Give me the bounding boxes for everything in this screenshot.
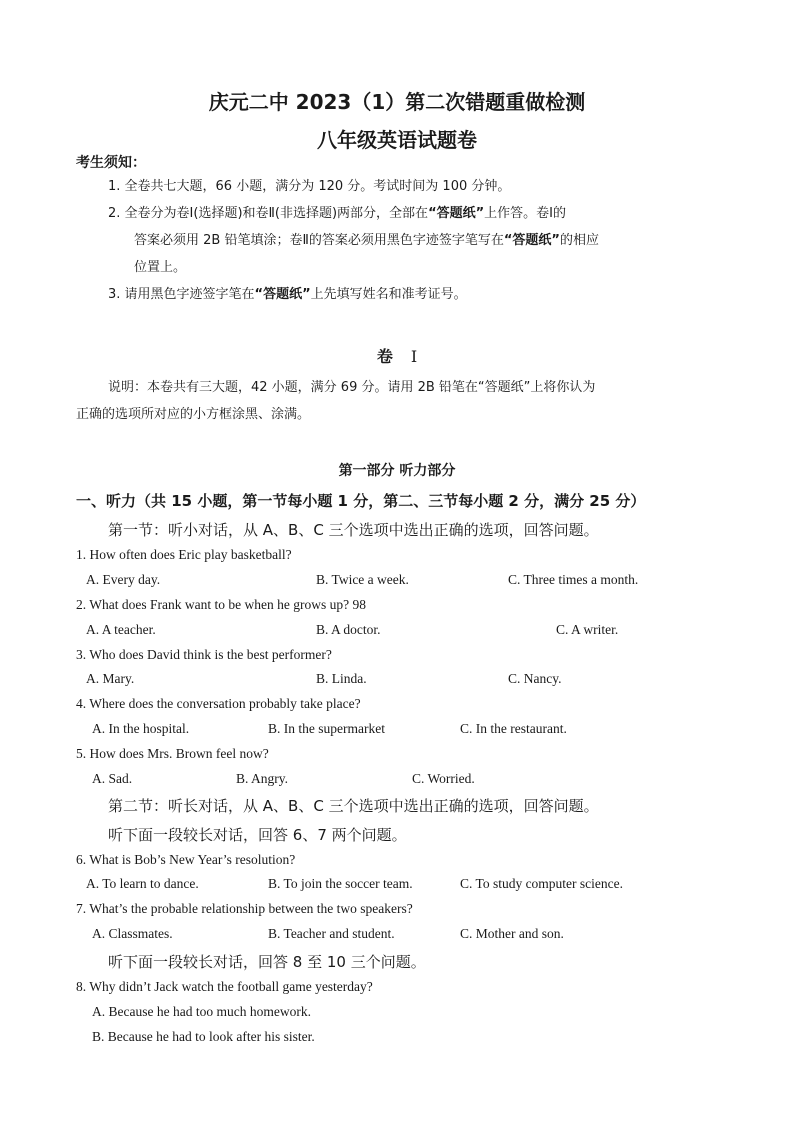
question-text: 5. How does Mrs. Brown feel now? (76, 746, 269, 761)
option-c: C. Mother and son. (460, 926, 564, 941)
notice-item-2 (108, 200, 566, 227)
option-b: B. Twice a week. (316, 572, 409, 587)
notice-item-2-line2-c: 的相应 (559, 233, 599, 248)
exam-subtitle: 八年级英语试题卷 (317, 128, 477, 152)
option-c: C. Three times a month. (508, 572, 639, 587)
notice-item-3-c: 上先填写姓名和准考证号。 (310, 287, 467, 302)
answer-sheet-term: “答题纸” (254, 287, 311, 302)
option-a: A. Mary. (86, 671, 135, 686)
volume-heading (0, 344, 794, 367)
option-c: C. A writer. (556, 622, 619, 637)
option-a: A. Sad. (92, 771, 133, 786)
option-a: A. To learn to dance. (86, 876, 199, 891)
option-b: B. Teacher and student. (268, 926, 395, 941)
question-text: 7. What’s the probable relationship between the two speakers? (76, 901, 413, 916)
volume-explain-line-2: 正确的选项所对应的小方框涂黑、涂满。 (76, 407, 311, 422)
question-text: 3. Who does David think is the best performer? (76, 647, 332, 662)
answer-sheet-term: “答题纸” (503, 233, 560, 248)
option-b: B. Because he had to look after his sister. (92, 1029, 315, 1044)
notice-item-2-c: 上作答。卷Ⅰ的 (484, 206, 566, 221)
option-b: B. Angry. (236, 771, 289, 786)
option-a: A. In the hospital. (92, 721, 190, 736)
notice-item-3 (108, 281, 467, 308)
notice-item-3-a: 3. 请用黑色字迹签字笔在 (108, 287, 255, 302)
volume-explain-line-1: 说明：本卷共有三大题，42 小题，满分 69 分。请用 2B 铅笔在“答题纸”上将你认为 (108, 380, 596, 395)
option-c: C. In the restaurant. (460, 721, 567, 736)
option-b: B. To join the soccer team. (268, 876, 413, 891)
part-title: 第一部分 听力部分 (338, 463, 456, 479)
section-1-instruction: 第一节：听小对话，从 A、B、C 三个选项中选出正确的选项，回答问题。 (108, 521, 599, 539)
volume-label: 卷 (376, 347, 393, 366)
option-c: C. Worried. (412, 771, 475, 786)
option-b: B. In the supermarket (268, 721, 385, 736)
question-text: 4. Where does the conversation probably take place? (76, 696, 361, 711)
section-2-instruction: 第二节：听长对话，从 A、B、C 三个选项中选出正确的选项，回答问题。 (108, 797, 599, 815)
question-text: 1. How often does Eric play basketball? (76, 547, 292, 562)
option-a: A. Because he had too much homework. (92, 1004, 311, 1019)
volume-numeral: Ⅰ (410, 347, 418, 366)
notice-item-2-line-2 (134, 227, 599, 254)
option-c: C. To study computer science. (460, 876, 624, 891)
section-2-sub-2: 听下面一段较长对话，回答 8 至 10 三个问题。 (108, 953, 426, 971)
section-2-sub-1: 听下面一段较长对话，回答 6、7 两个问题。 (108, 826, 407, 844)
question-text: 6. What is Bob’s New Year’s resolution? (76, 852, 296, 867)
option-a: A. Classmates. (92, 926, 173, 941)
notice-heading: 考生须知： (76, 155, 146, 171)
option-c: C. Nancy. (508, 671, 562, 686)
option-a: A. Every day. (86, 572, 161, 587)
notice-item-2-a: 2. 全卷分为卷Ⅰ(选择题)和卷Ⅱ(非选择题)两部分，全部在 (108, 206, 429, 221)
option-b: B. Linda. (316, 671, 367, 686)
listening-section-heading: 一、听力（共 15 小题，第一节每小题 1 分，第二、三节每小题 2 分，满分 25 分） (76, 492, 646, 510)
notice-item-2-line2-a: 答案必须用 2B 铅笔填涂；卷Ⅱ的答案必须用黑色字迹签字笔写在 (134, 233, 504, 248)
notice-item-1: 1. 全卷共七大题，66 小题，满分为 120 分。考试时间为 100 分钟。 (108, 179, 511, 194)
option-a: A. A teacher. (86, 622, 156, 637)
option-b: B. A doctor. (316, 622, 381, 637)
answer-sheet-term: “答题纸” (428, 206, 485, 221)
notice-item-2-line-3: 位置上。 (134, 260, 187, 275)
exam-title: 庆元二中 2023（1）第二次错题重做检测 (208, 90, 586, 114)
question-text: 2. What does Frank want to be when he grows up? 98 (76, 597, 366, 612)
question-text: 8. Why didn’t Jack watch the football game yesterday? (76, 979, 373, 994)
